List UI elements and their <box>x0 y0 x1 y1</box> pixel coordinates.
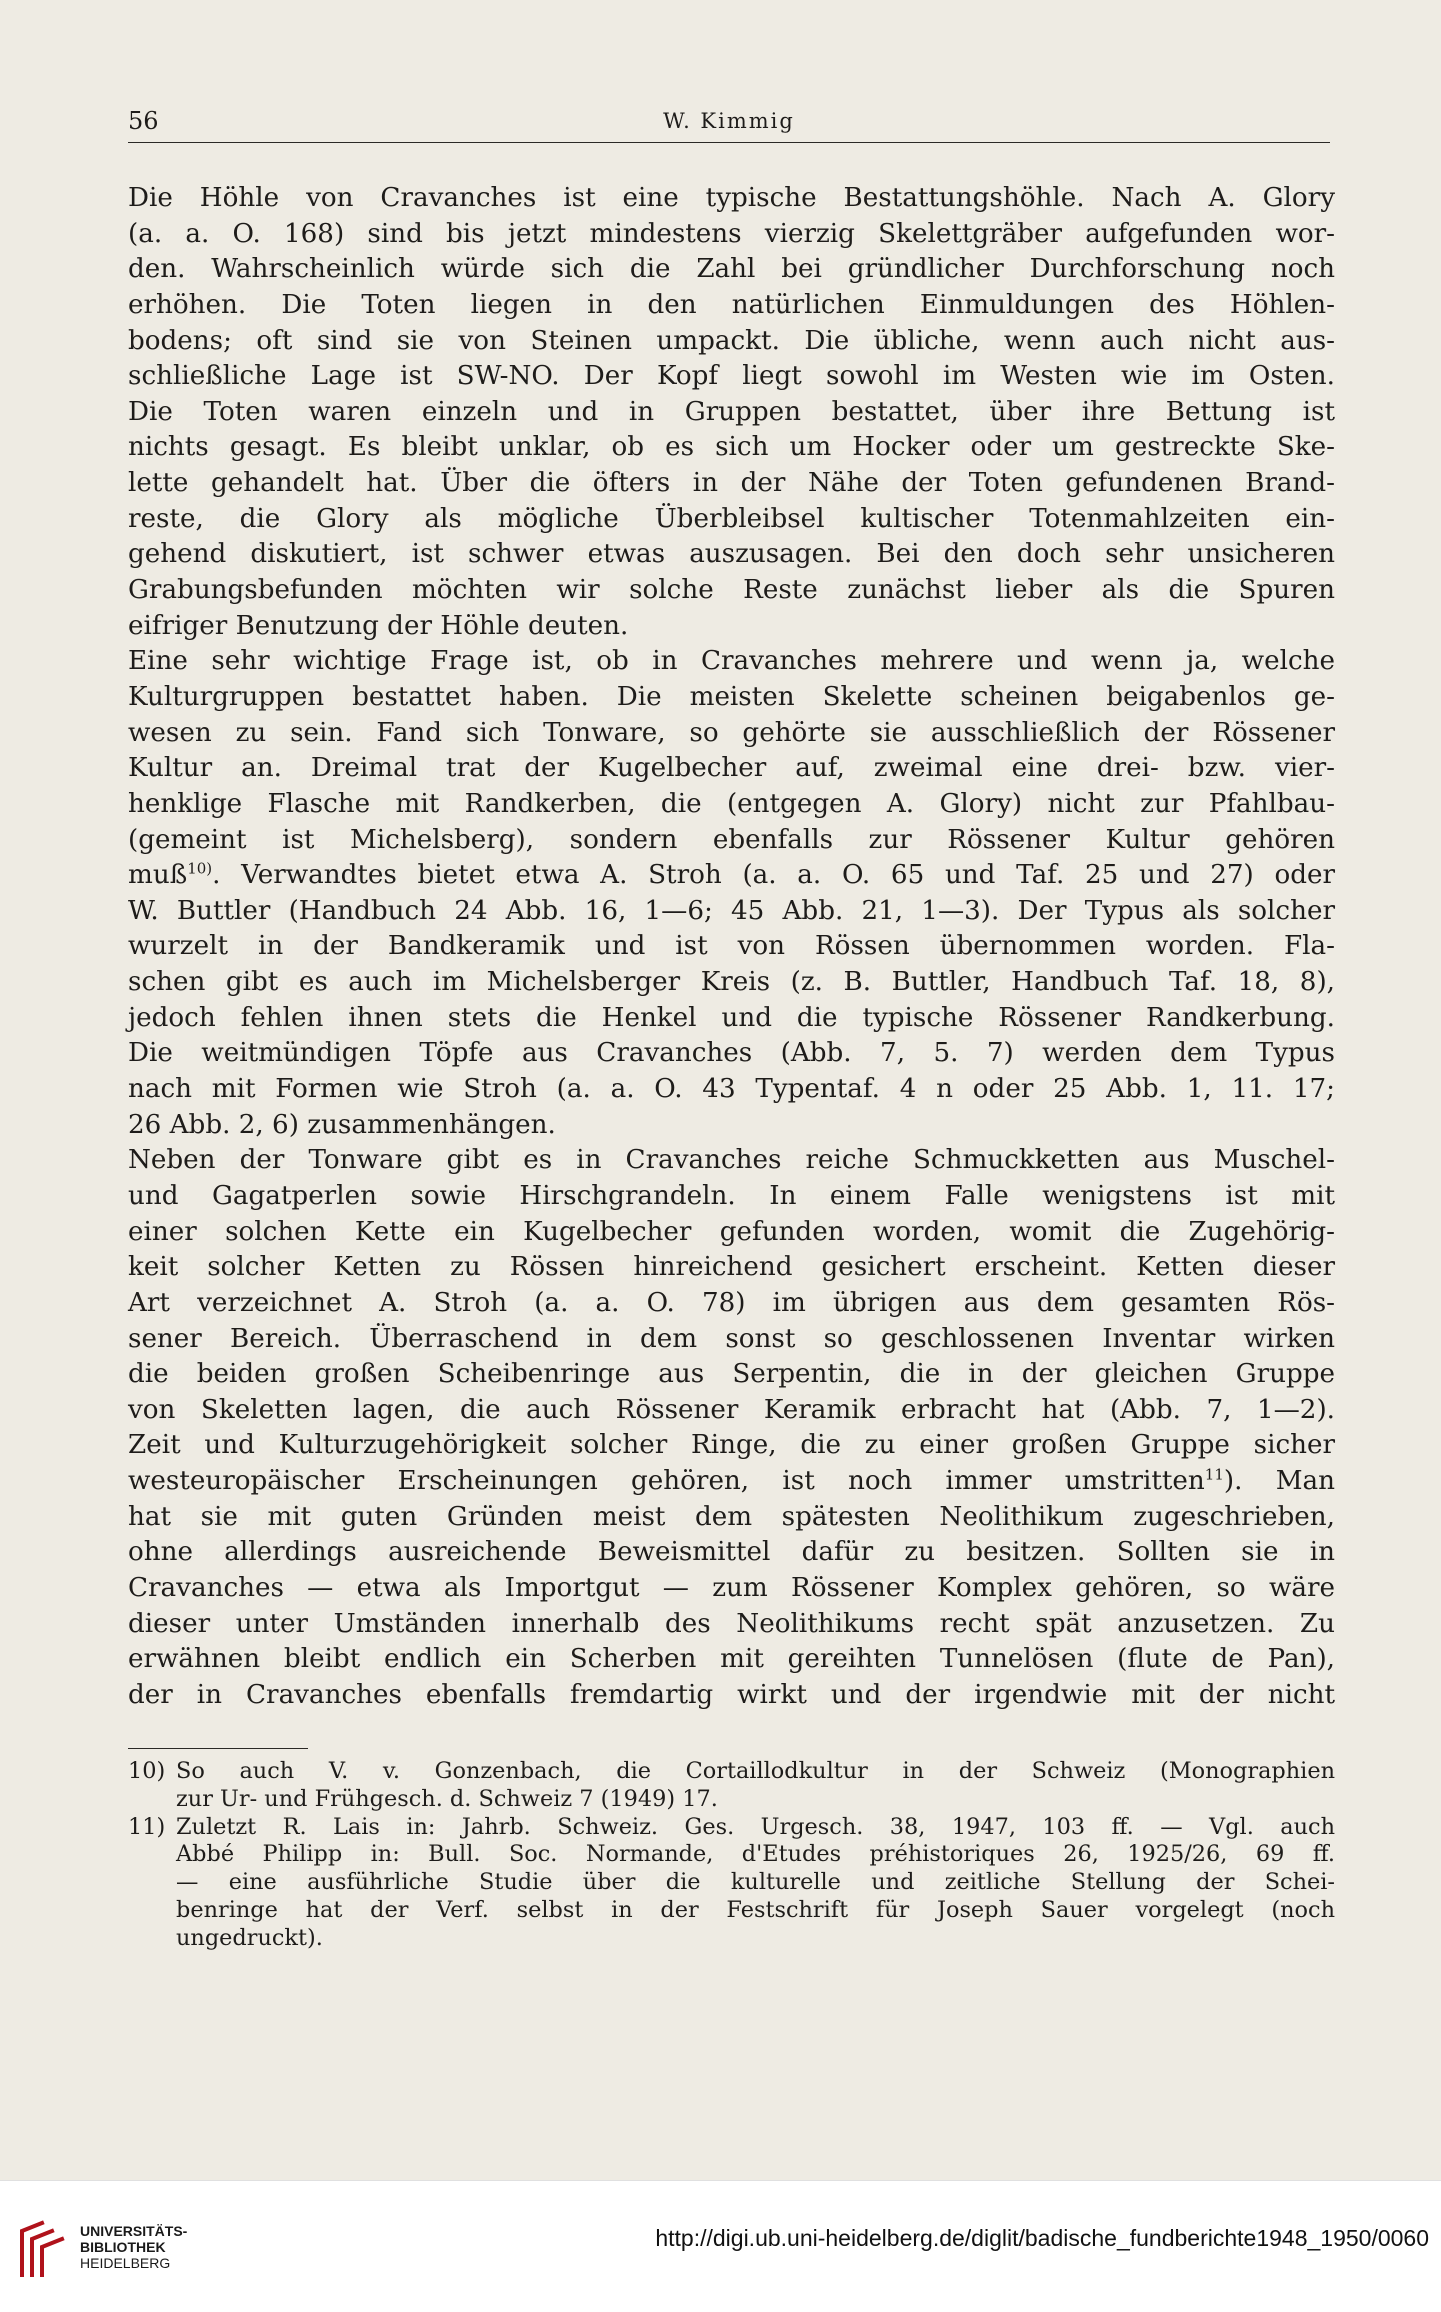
text-line: Die weitmündigen Töpfe aus Cravanches (Abb. 7, 5. 7) werden dem Typus <box>128 1038 1335 1069</box>
text-line: Cravanches — etwa als Importgut — zum Rössener Komplex gehören, so wäre <box>128 1572 1335 1603</box>
text-line: (a. a. O. 168) sind bis jetzt mindestens vierzig Skelettgräber aufgefunden wor- <box>128 218 1335 249</box>
text-fragment: westeuropäischer Erscheinungen gehören, ist noch immer umstritten <box>128 1466 1205 1497</box>
text-line: Die Höhle von Cravanches ist eine typische Bestattungshöhle. Nach A. Glory <box>128 183 1335 213</box>
footnote-mark: 10) <box>128 1758 166 1784</box>
footnote-line: zur Ur- und Frühgesch. d. Schweiz 7 (1949) 17. <box>176 1785 718 1812</box>
text-line: nichts gesagt. Es bleibt unklar, ob es sich um Hocker oder um gestreckte Ske- <box>128 432 1335 463</box>
viewer-footer <box>0 2180 1441 2312</box>
footnote-mark: 11) <box>128 1813 166 1840</box>
text-line: wurzelt in der Bandkeramik und ist von Rössen übernommen worden. Fla- <box>128 931 1335 962</box>
text-line: wesen zu sein. Fand sich Tonware, so gehörte sie ausschließlich der Rössener <box>128 717 1335 748</box>
text-line: Eine sehr wichtige Frage ist, ob in Cravanches mehrere und wenn ja, welche <box>128 646 1335 677</box>
text-line: die beiden großen Scheibenringe aus Serpentin, die in der gleichen Gruppe <box>128 1359 1335 1390</box>
text-line: reste, die Glory als mögliche Überbleibsel kultischer Totenmahlzeiten ein- <box>128 503 1335 534</box>
footnote-line: Abbé Philipp in: Bull. Soc. Normande, d'Etudes préhistoriques 26, 1925/26, 69 ff. <box>176 1841 1335 1868</box>
footnote-ref-11[interactable]: 11 <box>1204 1465 1224 1484</box>
text-line: von Skeletten lagen, die auch Rössener Keramik erbracht hat (Abb. 7, 1—2). <box>128 1394 1335 1425</box>
footnote-line: — eine ausführliche Studie über die kulturelle und zeitliche Stellung der Schei- <box>176 1869 1335 1896</box>
text-line: (gemeint ist Michelsberg), sondern ebenfalls zur Rössener Kultur gehören <box>128 824 1335 855</box>
source-url-link[interactable]: http://digi.ub.uni-heidelberg.de/diglit/badische_fundberichte1948_1950/0060 <box>655 2225 1429 2251</box>
text-line: W. Buttler (Handbuch 24 Abb. 16, 1—6; 45 Abb. 21, 1—3). Der Typus als solcher <box>128 895 1335 926</box>
text-line: bodens; oft sind sie von Steinen umpackt. Die übliche, wenn auch nicht aus- <box>128 325 1335 356</box>
text-line: Zeit und Kulturzugehörigkeit solcher Ringe, die zu einer großen Gruppe sicher <box>128 1430 1335 1461</box>
library-name-line: BIBLIOTHEK <box>80 2239 166 2255</box>
footnote-line: ungedruckt). <box>176 1924 323 1951</box>
body-text <box>128 181 1335 1714</box>
text-line <box>128 1464 1335 1500</box>
text-line: Neben der Tonware gibt es in Cravanches reiche Schmuckketten aus Muschel- <box>128 1145 1335 1176</box>
text-line: erhöhen. Die Toten liegen in den natürlichen Einmuldungen des Höhlen- <box>128 289 1335 320</box>
text-line: schließliche Lage ist SW-NO. Der Kopf liegt sowohl im Westen wie im Osten. <box>128 361 1335 392</box>
text-line: Grabungsbefunden möchten wir solche Reste zunächst lieber als die Spuren <box>128 575 1335 606</box>
text-fragment: muß <box>128 860 188 891</box>
text-line: Art verzeichnet A. Stroh (a. a. O. 78) im übrigen aus dem gesamten Rös- <box>128 1287 1335 1318</box>
footnote-11 <box>128 1814 1335 1842</box>
text-line: 26 Abb. 2, 6) zusammenhängen. <box>128 1109 556 1140</box>
running-head <box>128 104 1330 143</box>
text-line <box>128 858 1335 894</box>
text-line: nach mit Formen wie Stroh (a. a. O. 43 Typentaf. 4 n oder 25 Abb. 1, 11. 17; <box>128 1074 1335 1105</box>
text-line: und Gagatperlen sowie Hirschgrandeln. In einem Falle wenigstens ist mit <box>128 1180 1335 1211</box>
library-name-line: UNIVERSITÄTS- <box>80 2223 188 2239</box>
text-line: keit solcher Ketten zu Rössen hinreichend gesichert erscheint. Ketten dieser <box>128 1252 1335 1283</box>
text-line: Die Toten waren einzeln und in Gruppen bestattet, über ihre Bettung ist <box>128 396 1335 427</box>
text-line: lette gehandelt hat. Über die öfters in der Nähe der Toten gefundenen Brand- <box>128 468 1335 499</box>
text-line: der in Cravanches ebenfalls fremdartig wirkt und der irgendwie mit der nicht <box>128 1679 1335 1710</box>
text-line: Kulturgruppen bestattet haben. Die meisten Skelette scheinen beigabenlos ge- <box>128 681 1335 712</box>
text-line: henklige Flasche mit Randkerben, die (entgegen A. Glory) nicht zur Pfahlbau- <box>128 788 1335 819</box>
footnote-text: So auch V. v. Gonzenbach, die Cortaillodkultur in der Schweiz (Monographien <box>176 1758 1335 1784</box>
text-line: hat sie mit guten Gründen meist dem spätesten Neolithikum zugeschrieben, <box>128 1501 1335 1532</box>
text-line: ohne allerdings ausreichende Beweismittel dafür zu besitzen. Sollten sie in <box>128 1537 1335 1568</box>
text-line: jedoch fehlen ihnen stets die Henkel und die typische Rössener Randkerbung. <box>128 1002 1335 1033</box>
library-logo-icon <box>12 2217 76 2281</box>
text-line: schen gibt es auch im Michelsberger Kreis (z. B. Buttler, Handbuch Taf. 18, 8), <box>128 967 1335 998</box>
footnotes <box>128 1758 1335 1953</box>
footnote-divider <box>128 1748 308 1749</box>
footnote-text: Zuletzt R. Lais in: Jahrb. Schweiz. Ges. Urgesch. 38, 1947, 103 ff. — Vgl. auch <box>176 1813 1335 1840</box>
page-number: 56 <box>128 107 159 135</box>
text-line: Kultur an. Dreimal trat der Kugelbecher auf, zweimal eine drei- bzw. vier- <box>128 753 1335 784</box>
text-line: den. Wahrscheinlich würde sich die Zahl bei gründlicher Durchforschung noch <box>128 254 1335 285</box>
text-line: sener Bereich. Überraschend in dem sonst so geschlossenen Inventar wirken <box>128 1323 1335 1354</box>
library-name-line: HEIDELBERG <box>80 2255 171 2271</box>
footnote-line: benringe hat der Verf. selbst in der Festschrift für Joseph Sauer vorgelegt (noch <box>176 1896 1335 1923</box>
text-fragment: . Verwandtes bietet etwa A. Stroh (a. a. O. 65 und Taf. 25 und 27) oder <box>212 860 1335 891</box>
library-name <box>80 2223 187 2271</box>
footnote-ref-10[interactable]: 10) <box>187 859 213 878</box>
text-line: gehend diskutiert, ist schwer etwas auszusagen. Bei den doch sehr unsicheren <box>128 539 1335 570</box>
text-line: erwähnen bleibt endlich ein Scherben mit gereihten Tunnelösen (flute de Pan), <box>128 1644 1335 1675</box>
footnote-10 <box>128 1758 1335 1786</box>
text-line: einer solchen Kette ein Kugelbecher gefunden worden, womit die Zugehörig- <box>128 1216 1335 1247</box>
text-line: dieser unter Umständen innerhalb des Neolithikums recht spät anzusetzen. Zu <box>128 1608 1335 1639</box>
text-line: eifriger Benutzung der Höhle deuten. <box>128 610 629 641</box>
running-title: W. Kimmig <box>663 109 795 133</box>
text-fragment: ). Man <box>1223 1466 1335 1497</box>
